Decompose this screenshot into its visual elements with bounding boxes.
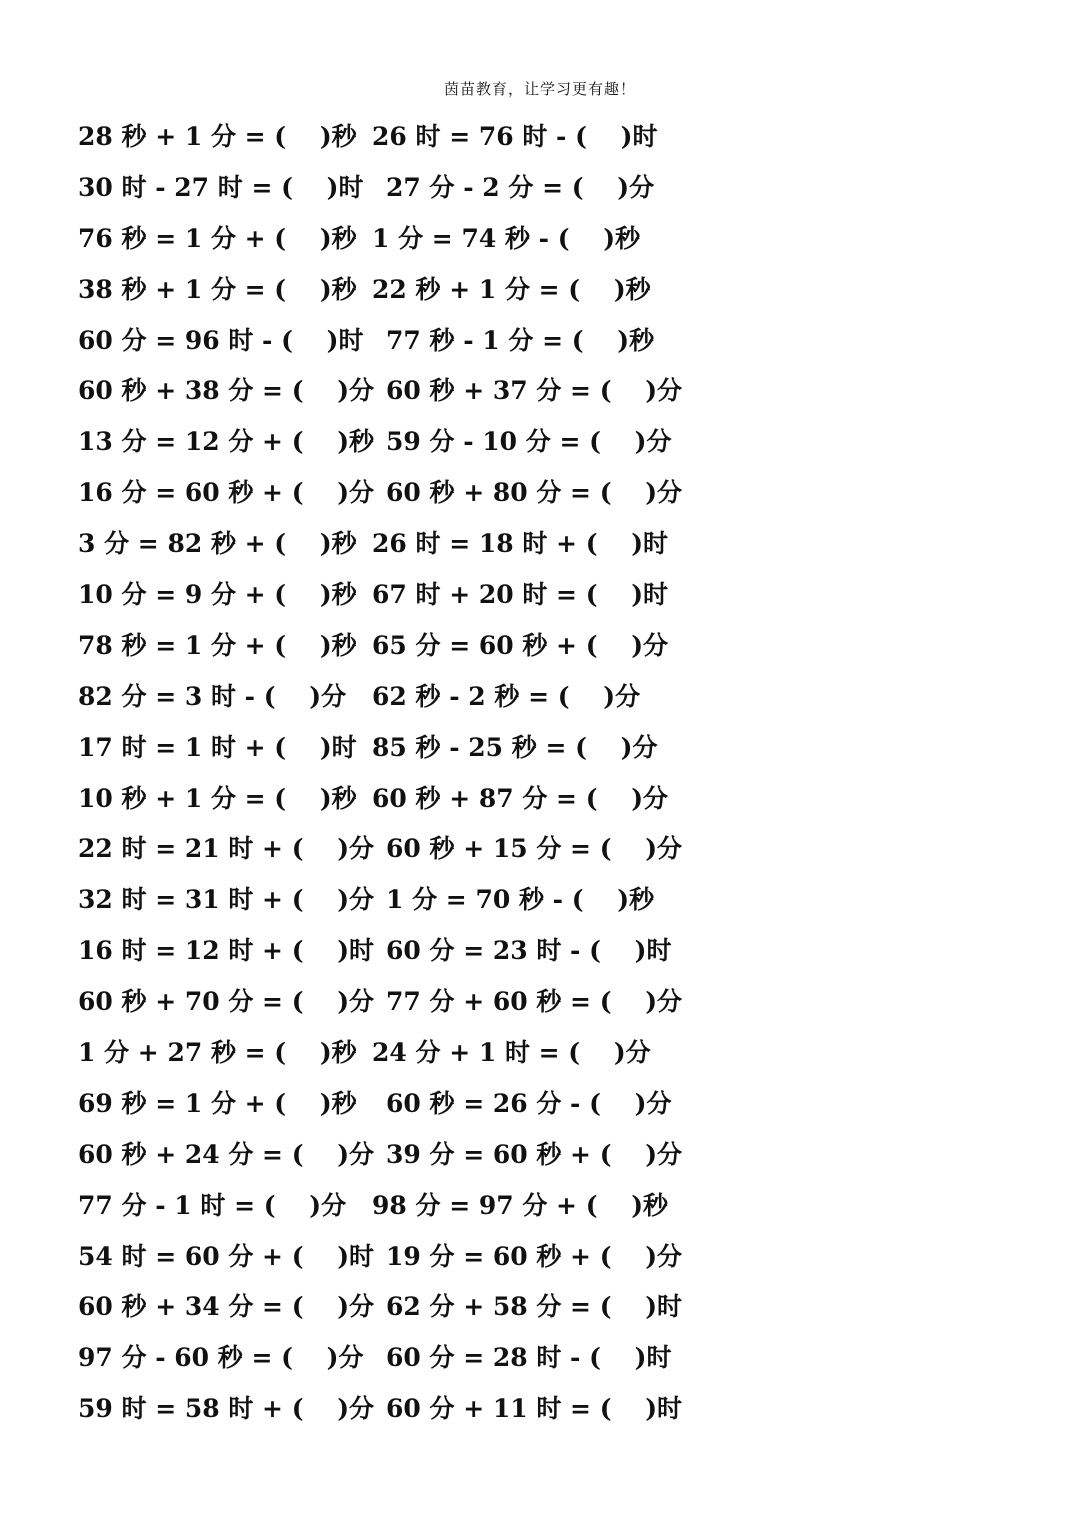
- problem-right: 60 秒 + 15 分 = ( )分: [386, 834, 683, 864]
- problem-row: [0, 977, 1080, 1028]
- problem-row: [0, 1181, 1080, 1232]
- problem-left: 82 分 = 3 时 - ( )分: [78, 681, 347, 711]
- problem-right: 59 分 - 10 分 = ( )分: [386, 427, 672, 457]
- problem-row: [0, 774, 1080, 825]
- page-header: 茵苗教育，让学习更有趣！: [443, 80, 636, 98]
- problem-row: [0, 1384, 1080, 1435]
- problem-right: 60 秒 + 37 分 = ( )分: [386, 376, 683, 406]
- problem-left: 97 分 - 60 秒 = ( )分: [78, 1343, 364, 1373]
- problem-row: [0, 621, 1080, 672]
- problem-left: 76 秒 = 1 分 + ( )秒: [78, 223, 357, 253]
- problem-right: 85 秒 - 25 秒 = ( )分: [372, 732, 658, 762]
- problem-right: 60 秒 + 80 分 = ( )分: [386, 478, 683, 508]
- problem-row: [0, 570, 1080, 621]
- problem-left: 10 分 = 9 分 + ( )秒: [78, 580, 357, 610]
- problem-left: 60 分 = 96 时 - ( )时: [78, 325, 364, 355]
- problem-left: 28 秒 + 1 分 = ( )秒: [78, 122, 357, 151]
- problem-left: 16 时 = 12 时 + ( )时: [78, 936, 375, 966]
- problem-row: [0, 1130, 1080, 1181]
- problem-left: 60 秒 + 34 分 = ( )分: [78, 1292, 375, 1322]
- problem-left: 3 分 = 82 秒 + ( )秒: [78, 529, 357, 559]
- problem-right: 26 时 = 18 时 + ( )时: [372, 529, 669, 559]
- problem-left: 69 秒 = 1 分 + ( )秒: [78, 1088, 357, 1118]
- problem-row: [0, 875, 1080, 926]
- problem-row: [0, 366, 1080, 417]
- problem-right: 98 分 = 97 分 + ( )秒: [372, 1190, 669, 1220]
- problem-left: 22 时 = 21 时 + ( )分: [78, 834, 375, 864]
- problem-row: [0, 1333, 1080, 1384]
- problem-right: 62 秒 - 2 秒 = ( )分: [372, 681, 641, 711]
- problem-row: [0, 672, 1080, 723]
- problem-row: [0, 926, 1080, 977]
- problem-row: [0, 519, 1080, 570]
- problem-right: 60 秒 = 26 分 - ( )分: [386, 1088, 672, 1118]
- problem-left: 13 分 = 12 分 + ( )秒: [78, 427, 375, 457]
- problem-right: 60 分 + 11 时 = ( )时: [386, 1394, 683, 1424]
- problem-row: [0, 163, 1080, 214]
- problem-list: [0, 112, 1080, 1435]
- problem-row: [0, 723, 1080, 774]
- problem-right: 1 分 = 70 秒 - ( )秒: [386, 885, 655, 915]
- problem-row: [0, 1028, 1080, 1079]
- problem-row: [0, 1079, 1080, 1130]
- problem-right: 39 分 = 60 秒 + ( )分: [386, 1139, 683, 1169]
- problem-right: 60 秒 + 87 分 = ( )分: [372, 783, 669, 813]
- problem-left: 78 秒 = 1 分 + ( )秒: [78, 630, 357, 660]
- problem-left: 60 秒 + 38 分 = ( )分: [78, 376, 375, 406]
- problem-right: 1 分 = 74 秒 - ( )秒: [372, 223, 641, 253]
- problem-row: [0, 1282, 1080, 1333]
- problem-right: 62 分 + 58 分 = ( )时: [386, 1292, 683, 1322]
- problem-row: [0, 417, 1080, 468]
- problem-left: 77 分 - 1 时 = ( )分: [78, 1190, 347, 1220]
- problem-row: [0, 824, 1080, 875]
- problem-left: 1 分 + 27 秒 = ( )秒: [78, 1038, 357, 1068]
- problem-right: 65 分 = 60 秒 + ( )分: [372, 630, 669, 660]
- problem-row: [0, 468, 1080, 519]
- problem-right: 67 时 + 20 时 = ( )时: [372, 580, 669, 610]
- problem-right: 22 秒 + 1 分 = ( )秒: [372, 274, 651, 304]
- problem-left: 38 秒 + 1 分 = ( )秒: [78, 274, 357, 304]
- problem-left: 30 时 - 27 时 = ( )时: [78, 172, 364, 202]
- problem-left: 59 时 = 58 时 + ( )分: [78, 1394, 375, 1424]
- problem-right: 77 分 + 60 秒 = ( )分: [386, 987, 683, 1017]
- problem-row: [0, 214, 1080, 265]
- problem-left: 10 秒 + 1 分 = ( )秒: [78, 783, 357, 813]
- problem-left: 17 时 = 1 时 + ( )时: [78, 732, 357, 762]
- problem-right: 26 时 = 76 时 - ( )时: [372, 122, 658, 151]
- problem-row: [0, 316, 1080, 367]
- problem-right: 24 分 + 1 时 = ( )分: [372, 1038, 651, 1068]
- problem-left: 60 秒 + 70 分 = ( )分: [78, 987, 375, 1017]
- problem-right: 60 分 = 28 时 - ( )时: [386, 1343, 672, 1373]
- problem-right: 19 分 = 60 秒 + ( )分: [386, 1241, 683, 1271]
- problem-row: [0, 112, 1080, 163]
- problem-left: 16 分 = 60 秒 + ( )分: [78, 478, 375, 508]
- problem-row: [0, 1232, 1080, 1283]
- problem-right: 77 秒 - 1 分 = ( )秒: [386, 325, 655, 355]
- problem-left: 60 秒 + 24 分 = ( )分: [78, 1139, 375, 1169]
- problem-right: 60 分 = 23 时 - ( )时: [386, 936, 672, 966]
- problem-left: 54 时 = 60 分 + ( )时: [78, 1241, 375, 1271]
- problem-row: [0, 265, 1080, 316]
- problem-right: 27 分 - 2 分 = ( )分: [386, 172, 655, 202]
- problem-left: 32 时 = 31 时 + ( )分: [78, 885, 375, 915]
